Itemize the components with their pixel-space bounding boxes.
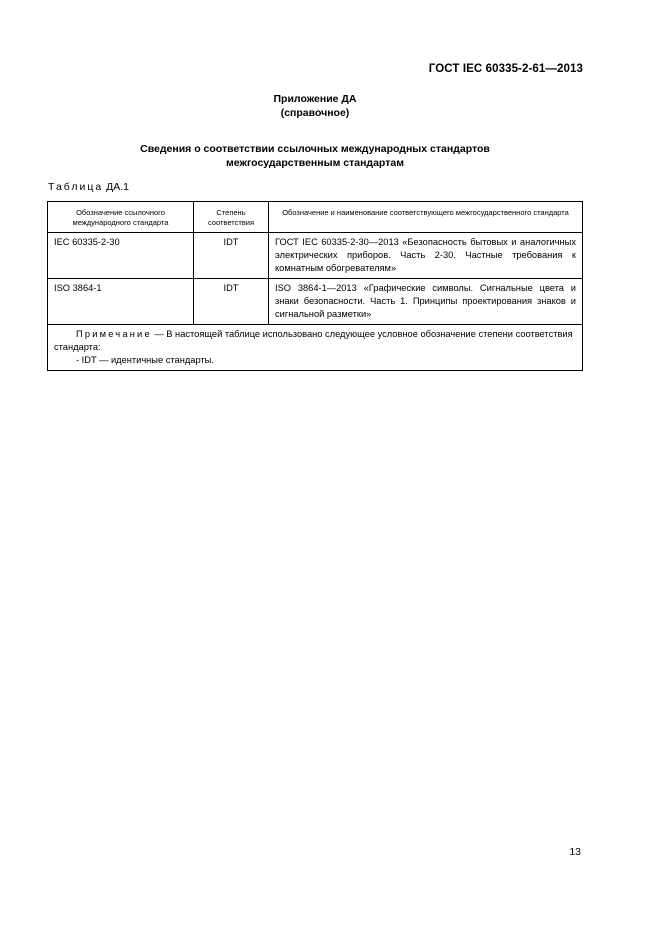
- cell-degree: IDT: [194, 233, 269, 279]
- appendix-title: Приложение ДА: [273, 93, 357, 105]
- appendix-heading: [0, 92, 630, 120]
- table-note: [48, 325, 583, 371]
- appendix-subtitle: (справочное): [280, 107, 350, 119]
- table-caption: [48, 181, 129, 193]
- table-caption-number: ДА.1: [106, 181, 129, 193]
- section-title: [0, 142, 630, 170]
- table-header-row: [48, 202, 583, 233]
- cell-intl-standard: ISO 3864-1: [48, 279, 194, 325]
- note-item: - IDT — идентичные стандарты.: [76, 355, 214, 365]
- table-caption-label: Таблица: [48, 181, 104, 193]
- section-title-line2: межгосударственным стандартам: [226, 157, 404, 169]
- header-intl-standard: Обозначение ссылочного международного стандарта: [48, 202, 194, 233]
- header-degree: Степень соответствия: [194, 202, 269, 233]
- cell-national-standard: ГОСТ IEC 60335-2-30—2013 «Безопасность бытовых и аналогичных электрических приборов. Часть 2-30. Частные требования к комнатным обогревателям»: [269, 233, 583, 279]
- cell-degree: IDT: [194, 279, 269, 325]
- cell-national-standard: ISO 3864-1—2013 «Графические символы. Сигнальные цвета и знаки безопасности. Часть 1. Принципы проектирования знаков и сигнальной разметки»: [269, 279, 583, 325]
- standards-table: [47, 201, 583, 371]
- header-national-standard: Обозначение и наименование соответствующего межгосударственного стандарта: [269, 202, 583, 233]
- note-label: Примечание: [76, 329, 152, 339]
- section-title-line1: Сведения о соответствии ссылочных международных стандартов: [140, 143, 490, 155]
- table-row: [48, 279, 583, 325]
- table-row: [48, 233, 583, 279]
- document-code: ГОСТ IEC 60335-2-61—2013: [428, 63, 583, 75]
- note-paragraph: [54, 328, 576, 354]
- table-note-row: [48, 325, 583, 371]
- cell-intl-standard: IEC 60335-2-30: [48, 233, 194, 279]
- page-number: 13: [569, 846, 581, 858]
- note-text: — В настоящей таблице использовано следующее условное обозначение степени соответствия стандарта:: [54, 329, 573, 352]
